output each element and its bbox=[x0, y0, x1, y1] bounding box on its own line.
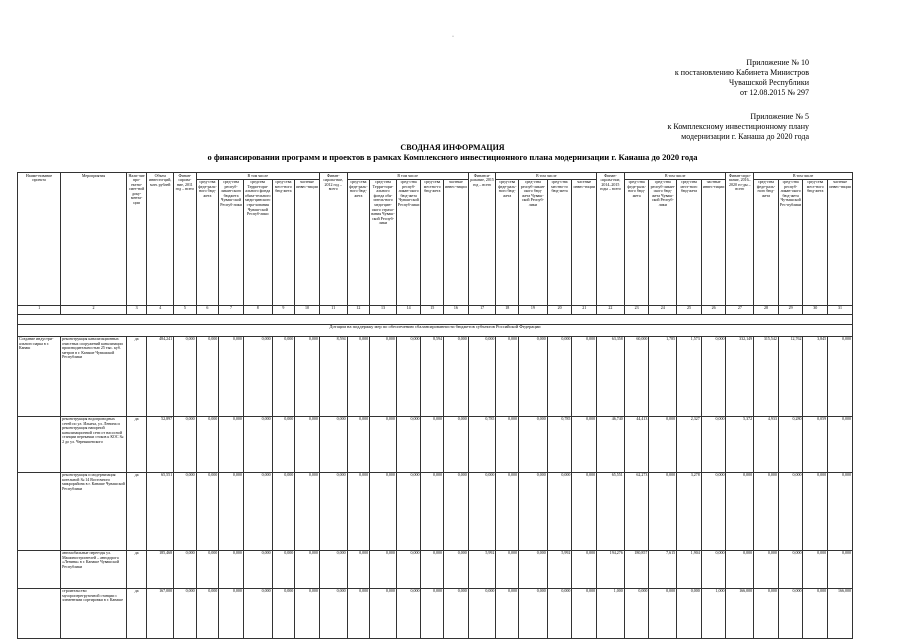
value-cell: 0,000 bbox=[243, 550, 272, 588]
header-measures: Мероприятия bbox=[61, 173, 127, 306]
value-cell: 167,000 bbox=[147, 588, 174, 638]
value-cell: 44,413 bbox=[624, 416, 649, 472]
header-sub: сред-ства феде-раль-ного бюд-жета bbox=[347, 179, 370, 305]
header-incl-4: В том числе bbox=[624, 173, 726, 180]
header-sub: сред-ства респуб-ликан-ского бюд-жета Чуваш-ской Респуб-лики bbox=[396, 179, 421, 305]
value-cell: 7,615 bbox=[649, 550, 677, 588]
column-number: 28 bbox=[754, 305, 779, 314]
financing-table bbox=[17, 172, 853, 639]
value-cell: 0,000 bbox=[468, 588, 496, 638]
value-cell: 0,000 bbox=[701, 550, 726, 588]
value-cell: 484,241 bbox=[147, 336, 174, 416]
column-number: 15 bbox=[421, 305, 444, 314]
value-cell: 0,000 bbox=[519, 550, 548, 588]
value-cell: 0,000 bbox=[319, 416, 347, 472]
value-cell: 0,000 bbox=[295, 588, 320, 638]
value-cell: 180,857 bbox=[624, 550, 649, 588]
value-cell: 0,000 bbox=[174, 472, 197, 550]
value-cell: 0,000 bbox=[174, 336, 197, 416]
value-cell: 1,904 bbox=[677, 550, 702, 588]
value-cell: 0,000 bbox=[496, 336, 519, 416]
header-sub: сред-ства мест-ного бюд-жета bbox=[803, 179, 828, 305]
value-cell: 0,000 bbox=[547, 472, 572, 550]
column-number: 9 bbox=[272, 305, 295, 314]
column-number-row bbox=[18, 305, 853, 314]
value-cell: 0,000 bbox=[347, 550, 370, 588]
header-sub: сред-ства Терри-тори-ального фонда обя-затель-ного меди-цин-ского страхо-вания Чуваш-ской Респуб-лики bbox=[370, 179, 397, 305]
value-cell: 0,000 bbox=[219, 336, 244, 416]
appendix-line: от 12.08.2015 № 297 bbox=[739, 88, 809, 97]
value-cell: 0,000 bbox=[701, 336, 726, 416]
value-cell: 166,000 bbox=[828, 588, 853, 638]
appendix-block-1 bbox=[589, 58, 809, 98]
value-cell: 0,059 bbox=[803, 416, 828, 472]
document-subtitle: о финансировании программ и проектов в рамках Комплексного инвестиционного плана модернизации г. Канаша до 2020 года bbox=[207, 152, 698, 162]
measure-cell: реконструкция канализационных очистных сооружений канализации производительностью 25 тыс. куб. метров в г. Канаше Чувашской Республики bbox=[61, 336, 127, 416]
value-cell: 0,280 bbox=[778, 416, 803, 472]
value-cell: 0,000 bbox=[754, 472, 779, 550]
table-row bbox=[18, 416, 853, 472]
measure-cell: реконструкция и модернизация котельной № 14 Восточного микрорайона в г. Канаше Чувашской Республики bbox=[61, 472, 127, 550]
value-cell: 0,000 bbox=[272, 416, 295, 472]
value-cell: 0,000 bbox=[295, 472, 320, 550]
value-cell: 0,000 bbox=[496, 550, 519, 588]
value-cell: 0,000 bbox=[496, 588, 519, 638]
value-cell: 0,000 bbox=[196, 550, 219, 588]
value-cell: 0,000 bbox=[572, 550, 597, 588]
value-cell: 0,785 bbox=[547, 416, 572, 472]
column-number: 19 bbox=[519, 305, 548, 314]
header-fin-2011: Финан-сирова-ние, 2011 год – всего bbox=[174, 173, 197, 306]
value-cell: 0,000 bbox=[272, 588, 295, 638]
value-cell: 0,000 bbox=[649, 472, 677, 550]
value-cell: 0,000 bbox=[726, 472, 754, 550]
value-cell: 0,000 bbox=[444, 416, 469, 472]
value-cell: 0,000 bbox=[295, 416, 320, 472]
value-cell: 3,278 bbox=[677, 472, 702, 550]
value-cell: 0,000 bbox=[396, 416, 421, 472]
value-cell: 0,000 bbox=[519, 416, 548, 472]
value-cell: 0,000 bbox=[196, 472, 219, 550]
measure-cell: автомобильные переезды ул. Машиностроителей – автодорога «Лениня» в г. Канаше Чувашской Республики bbox=[61, 550, 127, 588]
value-cell: 0,000 bbox=[347, 336, 370, 416]
value-cell: 0,000 bbox=[547, 336, 572, 416]
value-cell: 185,468 bbox=[147, 550, 174, 588]
column-number: 20 bbox=[547, 305, 572, 314]
column-number: 16 bbox=[444, 305, 469, 314]
value-cell: 0,000 bbox=[219, 550, 244, 588]
value-cell: 0,000 bbox=[347, 416, 370, 472]
value-cell: 0,000 bbox=[396, 336, 421, 416]
value-cell: 63,358 bbox=[597, 336, 625, 416]
value-cell: 0,000 bbox=[196, 336, 219, 416]
value-cell: 0,000 bbox=[677, 588, 702, 638]
value-cell: 0,000 bbox=[396, 550, 421, 588]
appendix-line: Приложение № 5 bbox=[750, 112, 809, 121]
table-row bbox=[18, 550, 853, 588]
header-sub: сред-ства респуб-ликан-ского бюд-жета Чуваш-ской Респуб-лики bbox=[649, 179, 677, 305]
column-number: 3 bbox=[126, 305, 147, 314]
appendix-block-2 bbox=[589, 112, 809, 142]
value-cell: 0,000 bbox=[196, 588, 219, 638]
project-cell bbox=[18, 550, 61, 588]
spacer-row bbox=[18, 314, 853, 324]
value-cell: 0,000 bbox=[828, 550, 853, 588]
value-cell: 0,000 bbox=[572, 336, 597, 416]
column-number: 24 bbox=[649, 305, 677, 314]
design-docs-cell: да bbox=[126, 588, 147, 638]
header-sub: частные инвес-тиции bbox=[444, 179, 469, 305]
value-cell: 0,000 bbox=[726, 550, 754, 588]
value-cell: 46,740 bbox=[597, 416, 625, 472]
value-cell: 0,000 bbox=[803, 588, 828, 638]
value-cell: 0,000 bbox=[396, 472, 421, 550]
header-sub: частные инвес-тиции bbox=[572, 179, 597, 305]
header-fin-2015: Финанси-рование, 2015 год – всего bbox=[468, 173, 496, 306]
spacer-cell bbox=[18, 314, 853, 324]
value-cell: 0,000 bbox=[219, 416, 244, 472]
value-cell: 0,000 bbox=[519, 336, 548, 416]
header-sub: сред-ства местно-го бюд-жета bbox=[421, 179, 444, 305]
value-cell: 0,000 bbox=[468, 472, 496, 550]
column-number: 17 bbox=[468, 305, 496, 314]
value-cell: 2,327 bbox=[677, 416, 702, 472]
value-cell: 12,762 bbox=[778, 336, 803, 416]
value-cell: 315,542 bbox=[754, 336, 779, 416]
value-cell: 0,000 bbox=[519, 472, 548, 550]
value-cell: 0,000 bbox=[444, 550, 469, 588]
column-number: 8 bbox=[243, 305, 272, 314]
value-cell: 1,000 bbox=[597, 588, 625, 638]
header-sub: сред-ства мест-ного бюд-жета bbox=[272, 179, 295, 305]
value-cell: 65,551 bbox=[597, 472, 625, 550]
value-cell: 0,000 bbox=[272, 550, 295, 588]
value-cell: 0,000 bbox=[468, 336, 496, 416]
value-cell: 3,845 bbox=[803, 336, 828, 416]
value-cell: 52,897 bbox=[147, 416, 174, 472]
value-cell: 0,000 bbox=[701, 416, 726, 472]
value-cell: 0,000 bbox=[370, 336, 397, 416]
header-sub: сред-ства феде-раль-ного бюд-жета bbox=[196, 179, 219, 305]
column-number: 4 bbox=[147, 305, 174, 314]
value-cell: 1,000 bbox=[701, 588, 726, 638]
value-cell: 0,000 bbox=[219, 472, 244, 550]
column-number: 22 bbox=[597, 305, 625, 314]
column-number: 30 bbox=[803, 305, 828, 314]
value-cell: 0,000 bbox=[444, 472, 469, 550]
value-cell: 0,000 bbox=[778, 550, 803, 588]
design-docs-cell: да bbox=[126, 416, 147, 472]
document-title: СВОДНАЯ ИНФОРМАЦИЯ bbox=[400, 143, 505, 152]
value-cell: 0,000 bbox=[828, 472, 853, 550]
column-number: 18 bbox=[496, 305, 519, 314]
appendix-line: модернизации г. Канаша до 2020 года bbox=[681, 132, 809, 141]
design-docs-cell: да bbox=[126, 472, 147, 550]
value-cell: 0,000 bbox=[421, 472, 444, 550]
header-sub: сред-ства местно-го бюд-жета bbox=[547, 179, 572, 305]
value-cell: 0,000 bbox=[319, 550, 347, 588]
header-sub: сред-ства респуб-ликан-ского бюджета Чуваш-ской Респуб-лики bbox=[219, 179, 244, 305]
measure-cell: строительство мусороперегрузочной станции с элементами сортировки в г. Канаше bbox=[61, 588, 127, 638]
value-cell: 65,551 bbox=[147, 472, 174, 550]
value-cell: 0,000 bbox=[421, 550, 444, 588]
header-incl-3: В том числе bbox=[496, 173, 597, 180]
design-docs-cell: да bbox=[126, 550, 147, 588]
header-sub: сред-ства феде-раль-ного бюд-жета bbox=[754, 179, 779, 305]
value-cell: 0,000 bbox=[444, 588, 469, 638]
value-cell: 0,000 bbox=[803, 550, 828, 588]
value-cell: 0,000 bbox=[243, 416, 272, 472]
column-number: 7 bbox=[219, 305, 244, 314]
value-cell: 0,000 bbox=[319, 472, 347, 550]
header-incl-5: В том числе bbox=[754, 173, 853, 180]
value-cell: 0,000 bbox=[295, 336, 320, 416]
value-cell: 0,000 bbox=[370, 416, 397, 472]
value-cell: 5,372 bbox=[726, 416, 754, 472]
value-cell: 0,000 bbox=[519, 588, 548, 638]
value-cell: 0,000 bbox=[421, 416, 444, 472]
header-design-docs: Нали-чие про-ектно-смет-ной доку-мента-ции bbox=[126, 173, 147, 306]
value-cell: 60,000 bbox=[624, 336, 649, 416]
value-cell: 0,000 bbox=[624, 588, 649, 638]
column-number: 31 bbox=[828, 305, 853, 314]
column-number: 13 bbox=[370, 305, 397, 314]
appendix-line: к Комплексному инвестиционному плану bbox=[667, 122, 809, 131]
header-sub: сред-ства мест-ного бюд-жета bbox=[677, 179, 702, 305]
value-cell: 166,000 bbox=[726, 588, 754, 638]
section-row bbox=[18, 324, 853, 336]
column-number: 21 bbox=[572, 305, 597, 314]
column-number: 29 bbox=[778, 305, 803, 314]
value-cell: 0,000 bbox=[701, 472, 726, 550]
column-number: 11 bbox=[319, 305, 347, 314]
value-cell: 0,000 bbox=[295, 550, 320, 588]
column-number: 26 bbox=[701, 305, 726, 314]
value-cell: 0,785 bbox=[468, 416, 496, 472]
value-cell: 5,992 bbox=[547, 550, 572, 588]
header-fin-2012: Финан-сирова-ние, 2012 год – всего bbox=[319, 173, 347, 306]
header-sub: средства Терри-тори-ального фонда обяза-тельного меди-цинского стра-хования Чуваш-ской Респуб-лики bbox=[243, 179, 272, 305]
header-sub: сред-ства феде-раль-ного бюд-жета bbox=[624, 179, 649, 305]
value-cell: 0,000 bbox=[243, 336, 272, 416]
value-cell: 0,000 bbox=[572, 416, 597, 472]
value-cell: 0,000 bbox=[174, 550, 197, 588]
value-cell: 0,000 bbox=[370, 550, 397, 588]
value-cell: 0,000 bbox=[828, 336, 853, 416]
value-cell: 0,000 bbox=[828, 416, 853, 472]
value-cell: 0,000 bbox=[174, 416, 197, 472]
value-cell: 0,000 bbox=[421, 588, 444, 638]
header-sub: частные инвес-тиции bbox=[701, 179, 726, 305]
section-title: Дотации на поддержку мер по обеспечению сбалансированности бюджетов субъектов Российской Федерации bbox=[18, 324, 853, 336]
value-cell: 0,000 bbox=[778, 588, 803, 638]
value-cell: 0,000 bbox=[649, 588, 677, 638]
value-cell: 0,000 bbox=[572, 588, 597, 638]
value-cell: 332,149 bbox=[726, 336, 754, 416]
value-cell: 0,000 bbox=[370, 588, 397, 638]
value-cell: 0,000 bbox=[754, 588, 779, 638]
column-number: 2 bbox=[61, 305, 127, 314]
column-number: 27 bbox=[726, 305, 754, 314]
project-cell: Создание индустри-ального парка в г. Канаш bbox=[18, 336, 61, 416]
header-sub: сред-ства респуб-ликан-ского бюд-жета Чуваш-ской Респуб-лики bbox=[519, 179, 548, 305]
measure-cell: реконструкция водопроводных сетей по ул. Ильича, ул. Ленина и реконструкция напорной канализационной сети от насосной станции перекачки стоков к КОС № 2 до ул. Чернышевского bbox=[61, 416, 127, 472]
value-cell: 0,000 bbox=[243, 588, 272, 638]
value-cell: 194,276 bbox=[597, 550, 625, 588]
header-project: Наиме-нование проекта bbox=[18, 173, 61, 306]
value-cell: 0,000 bbox=[396, 588, 421, 638]
header-incl-1: В том числе bbox=[196, 173, 319, 180]
value-cell: 0,000 bbox=[496, 472, 519, 550]
header-sub: сред-ства респуб-ликан-ского бюд-жета Чу-вашской Рес-публики bbox=[778, 179, 803, 305]
value-cell: 0,000 bbox=[754, 550, 779, 588]
value-cell: 5,992 bbox=[468, 550, 496, 588]
project-cell bbox=[18, 472, 61, 550]
value-cell: 62,273 bbox=[624, 472, 649, 550]
column-number: 25 bbox=[677, 305, 702, 314]
header-fin-2014: Финан-сирова-ние, 2014–2015 годы – всего bbox=[597, 173, 625, 306]
appendix-line: Чувашской Республики bbox=[728, 78, 809, 87]
value-cell: 0,000 bbox=[370, 472, 397, 550]
column-number: 12 bbox=[347, 305, 370, 314]
table-row bbox=[18, 472, 853, 550]
header-incl-2: В том числе bbox=[347, 173, 468, 180]
header-investment: Объем инвести-ций, млн. рублей bbox=[147, 173, 174, 306]
design-docs-cell: да bbox=[126, 336, 147, 416]
value-cell: 0,000 bbox=[547, 588, 572, 638]
header-sub: частные инвес-тиции bbox=[295, 179, 320, 305]
table-row bbox=[18, 336, 853, 416]
table-row bbox=[18, 588, 853, 638]
column-number: 6 bbox=[196, 305, 219, 314]
value-cell: 0,000 bbox=[243, 472, 272, 550]
page-mark: · bbox=[452, 34, 454, 40]
value-cell: 0,000 bbox=[347, 472, 370, 550]
column-number: 5 bbox=[174, 305, 197, 314]
value-cell: 0,000 bbox=[272, 336, 295, 416]
value-cell: 0,000 bbox=[196, 416, 219, 472]
appendix-line: Приложение № 10 bbox=[746, 58, 809, 67]
value-cell: 1,785 bbox=[649, 336, 677, 416]
value-cell: 0,000 bbox=[649, 416, 677, 472]
value-cell: 0,000 bbox=[319, 588, 347, 638]
value-cell: 8,594 bbox=[319, 336, 347, 416]
value-cell: 8,594 bbox=[421, 336, 444, 416]
appendix-line: к постановлению Кабинета Министров bbox=[674, 68, 809, 77]
value-cell: 0,000 bbox=[803, 472, 828, 550]
value-cell: 0,000 bbox=[572, 472, 597, 550]
header-sub: частные инвес-тиции bbox=[828, 179, 853, 305]
column-number: 10 bbox=[295, 305, 320, 314]
header-fin-2016: Финан-сиро-вание, 2016–2020 го-ды – всего bbox=[726, 173, 754, 306]
column-number: 1 bbox=[18, 305, 61, 314]
column-number: 14 bbox=[396, 305, 421, 314]
project-cell bbox=[18, 416, 61, 472]
value-cell: 0,000 bbox=[496, 416, 519, 472]
value-cell: 0,000 bbox=[174, 588, 197, 638]
value-cell: 4,933 bbox=[754, 416, 779, 472]
value-cell: 0,000 bbox=[444, 336, 469, 416]
column-number: 23 bbox=[624, 305, 649, 314]
value-cell: 0,000 bbox=[778, 472, 803, 550]
header-sub: сред-ства феде-раль-ного бюд-жета bbox=[496, 179, 519, 305]
value-cell: 0,000 bbox=[347, 588, 370, 638]
value-cell: 0,000 bbox=[219, 588, 244, 638]
project-cell bbox=[18, 588, 61, 638]
value-cell: 1,573 bbox=[677, 336, 702, 416]
value-cell: 0,000 bbox=[272, 472, 295, 550]
